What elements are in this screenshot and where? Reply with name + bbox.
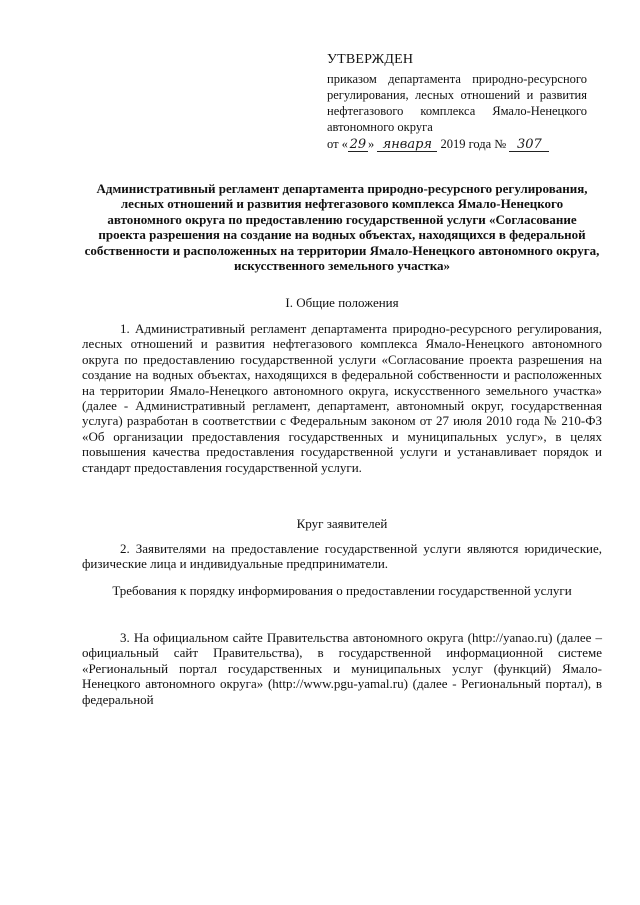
handwritten-day: 29: [349, 137, 367, 152]
document-title: Административный регламент департамента природно-ресурсного регулирования, лесных отношений и развития нефтегазового комплекса Ямало-Ненецкого автономного округа по предоставлению государственной услуги «Согласование проекта разрешения на создание на водных объектах, находящихся в федеральной собственности и расположенных на территории Ямало-Ненецкого автономного округа, искусственного земельного участка»: [84, 181, 600, 274]
handwritten-order-number: 307: [509, 139, 549, 152]
approval-date-line: [327, 136, 587, 152]
handwritten-month: января: [377, 139, 437, 152]
approval-heading: УТВЕРЖДЕН: [327, 52, 414, 67]
paragraph-3-text: 3. На официальном сайте Правительства автономного округа (http://yanao.ru) (далее – официальный сайт Правительства), в государственной информационной системе «Региональный портал государственных и муниципальных услуг (функций) Ямало-Ненецкого автономного округа» (http://www.pgu-yamal.ru) (далее - Региональный портал), в федеральной: [82, 630, 602, 707]
section-heading-general: I. Общие положения: [285, 295, 399, 310]
paragraph-1-text: 1. Административный регламент департамента природно-ресурсного регулирования, лесных отношений и развития нефтегазового комплекса Ямало-Ненецкого автономного округа по предоставлению государственной услуги «Согласование проекта разрешения на создание на водных объектах, находящихся в федеральной собственности и расположенных на территории Ямало-Ненецкого автономного округа, искусственного земельного участка» (далее - Административный регламент, департамент, автономный округ, государственная услуга) разработан в соответствии с Федеральным законом от 27 июля 2010 года № 210-ФЗ «Об организации предоставления государственных и муниципальных услуг», в целях повышения качества предоставления государственной услуги и устанавливает порядок и стандарт предоставления государственной услуги.: [82, 321, 602, 475]
approval-body: приказом департамента природно-ресурсного регулирования, лесных отношений и развития нефтегазового комплекса Ямало-Ненецкого автономного округа: [327, 72, 587, 134]
paragraph-3: [82, 630, 602, 707]
year-text: 2019 года №: [440, 137, 507, 151]
section-heading-info-requirements: Требования к порядку информирования о предоставлении государственной услуги: [112, 583, 572, 598]
date-prefix: от «: [327, 137, 348, 151]
section-heading-applicants: Круг заявителей: [296, 516, 388, 531]
paragraph-2: [82, 541, 602, 572]
approval-block: [327, 52, 587, 152]
paragraph-2-text: 2. Заявителями на предоставление государственной услуги являются юридические, физические лица и индивидуальные предприниматели.: [82, 541, 602, 572]
paragraph-1: [82, 321, 602, 475]
date-quote-close: »: [367, 137, 375, 151]
